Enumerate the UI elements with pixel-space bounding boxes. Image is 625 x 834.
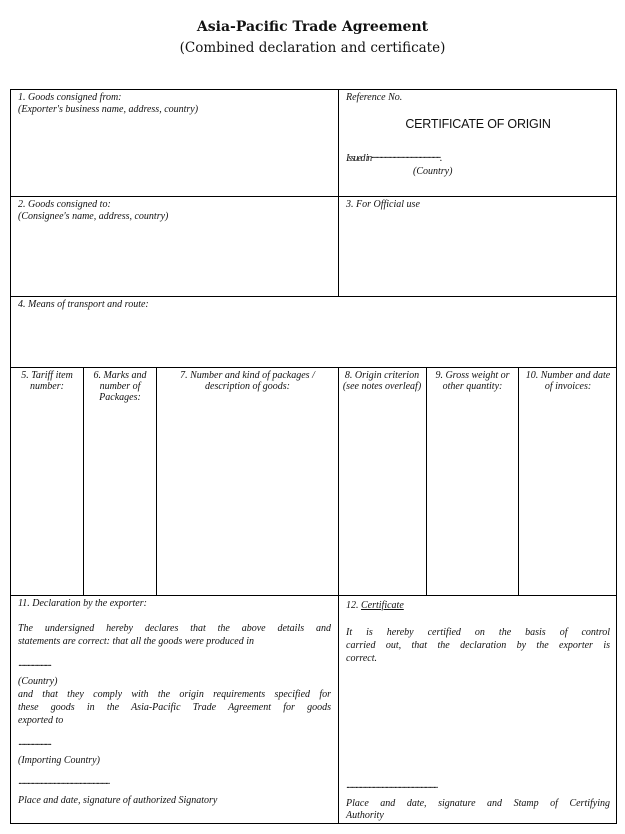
- box2-hint: (Consignee's name, address, country): [18, 211, 169, 222]
- box12-line3: correct.: [346, 653, 378, 664]
- box11-importing-country: (Importing Country): [18, 755, 100, 766]
- col-divider-6-7: [156, 367, 157, 596]
- column-7-header: 7. Number and kind of packages / description of goods:: [180, 370, 315, 392]
- document-subtitle: (Combined declaration and certificate): [179, 40, 446, 56]
- column-6-header: 6. Marks and number of Packages:: [93, 370, 147, 403]
- frame-bottom: [10, 823, 617, 824]
- box11-signature: Place and date, signature of authorized Signatory: [18, 795, 218, 806]
- column-9-header: 9. Gross weight or other quantity:: [435, 370, 510, 392]
- box12-signature-line1: Place and date, signature and Stamp of Certifying: [346, 798, 610, 809]
- box11-line4: these goods in the Asia-Pacific Trade Agreement for goods: [18, 702, 331, 713]
- document-title: Asia-Pacific Trade Agreement: [196, 19, 429, 35]
- box3-label: 3. For Official use: [346, 199, 420, 210]
- frame-top: [10, 89, 617, 90]
- box11-line3: and that they comply with the origin requirements specified for: [18, 689, 331, 700]
- box12-heading: [346, 600, 404, 611]
- col-divider-8-9: [426, 367, 427, 596]
- box12-line2: carried out, that the declaration by the exporter is: [346, 640, 610, 651]
- box11-label: 11. Declaration by the exporter:: [18, 598, 147, 609]
- box12-number: 12.: [346, 600, 359, 611]
- box2-label: 2. Goods consigned to:: [18, 199, 111, 210]
- issued-in-field[interactable]: Issued in·····················································.: [346, 153, 442, 164]
- box12-signature-line2: Authority: [346, 810, 384, 821]
- col-divider-7-8: [338, 367, 339, 824]
- col-divider-9-10: [518, 367, 519, 596]
- issued-in-country-hint: (Country): [413, 166, 453, 177]
- box11-line2: statements are correct: that all the goods were produced in: [18, 636, 254, 647]
- reference-label: Reference No.: [346, 92, 403, 103]
- row-divider-2: [10, 296, 617, 297]
- box11-country-dots[interactable]: ·························: [18, 661, 51, 672]
- box11-country: (Country): [18, 676, 58, 687]
- box1-label: 1. Goods consigned from:: [18, 92, 122, 103]
- box11-importing-dots[interactable]: ·························: [18, 740, 51, 751]
- row-divider-3: [10, 367, 617, 368]
- box11-signature-dots[interactable]: ······································································: [18, 779, 110, 790]
- certificate-title: CERTIFICATE OF ORIGIN: [405, 117, 551, 131]
- column-8-header: 8. Origin criterion (see notes overleaf): [342, 370, 422, 392]
- box12-title: Certificate: [361, 600, 404, 611]
- frame-right: [616, 89, 617, 824]
- box11-line1: The undersigned hereby declares that the above details and: [18, 623, 331, 634]
- box4-label: 4. Means of transport and route:: [18, 299, 149, 310]
- box12-line1: It is hereby certified on the basis of control: [346, 627, 610, 638]
- column-10-header: 10. Number and date of invoices:: [525, 370, 611, 392]
- row-divider-1: [10, 196, 617, 197]
- frame-left: [10, 89, 11, 824]
- box1-hint: (Exporter's business name, address, country): [18, 104, 199, 115]
- column-5-header: 5. Tariff item number:: [21, 370, 73, 392]
- box11-line5: exported to: [18, 715, 64, 726]
- box12-signature-dots[interactable]: ······································································: [346, 783, 438, 794]
- row-divider-4: [10, 595, 617, 596]
- col-divider-upper: [338, 89, 339, 297]
- col-divider-5-6: [83, 367, 84, 596]
